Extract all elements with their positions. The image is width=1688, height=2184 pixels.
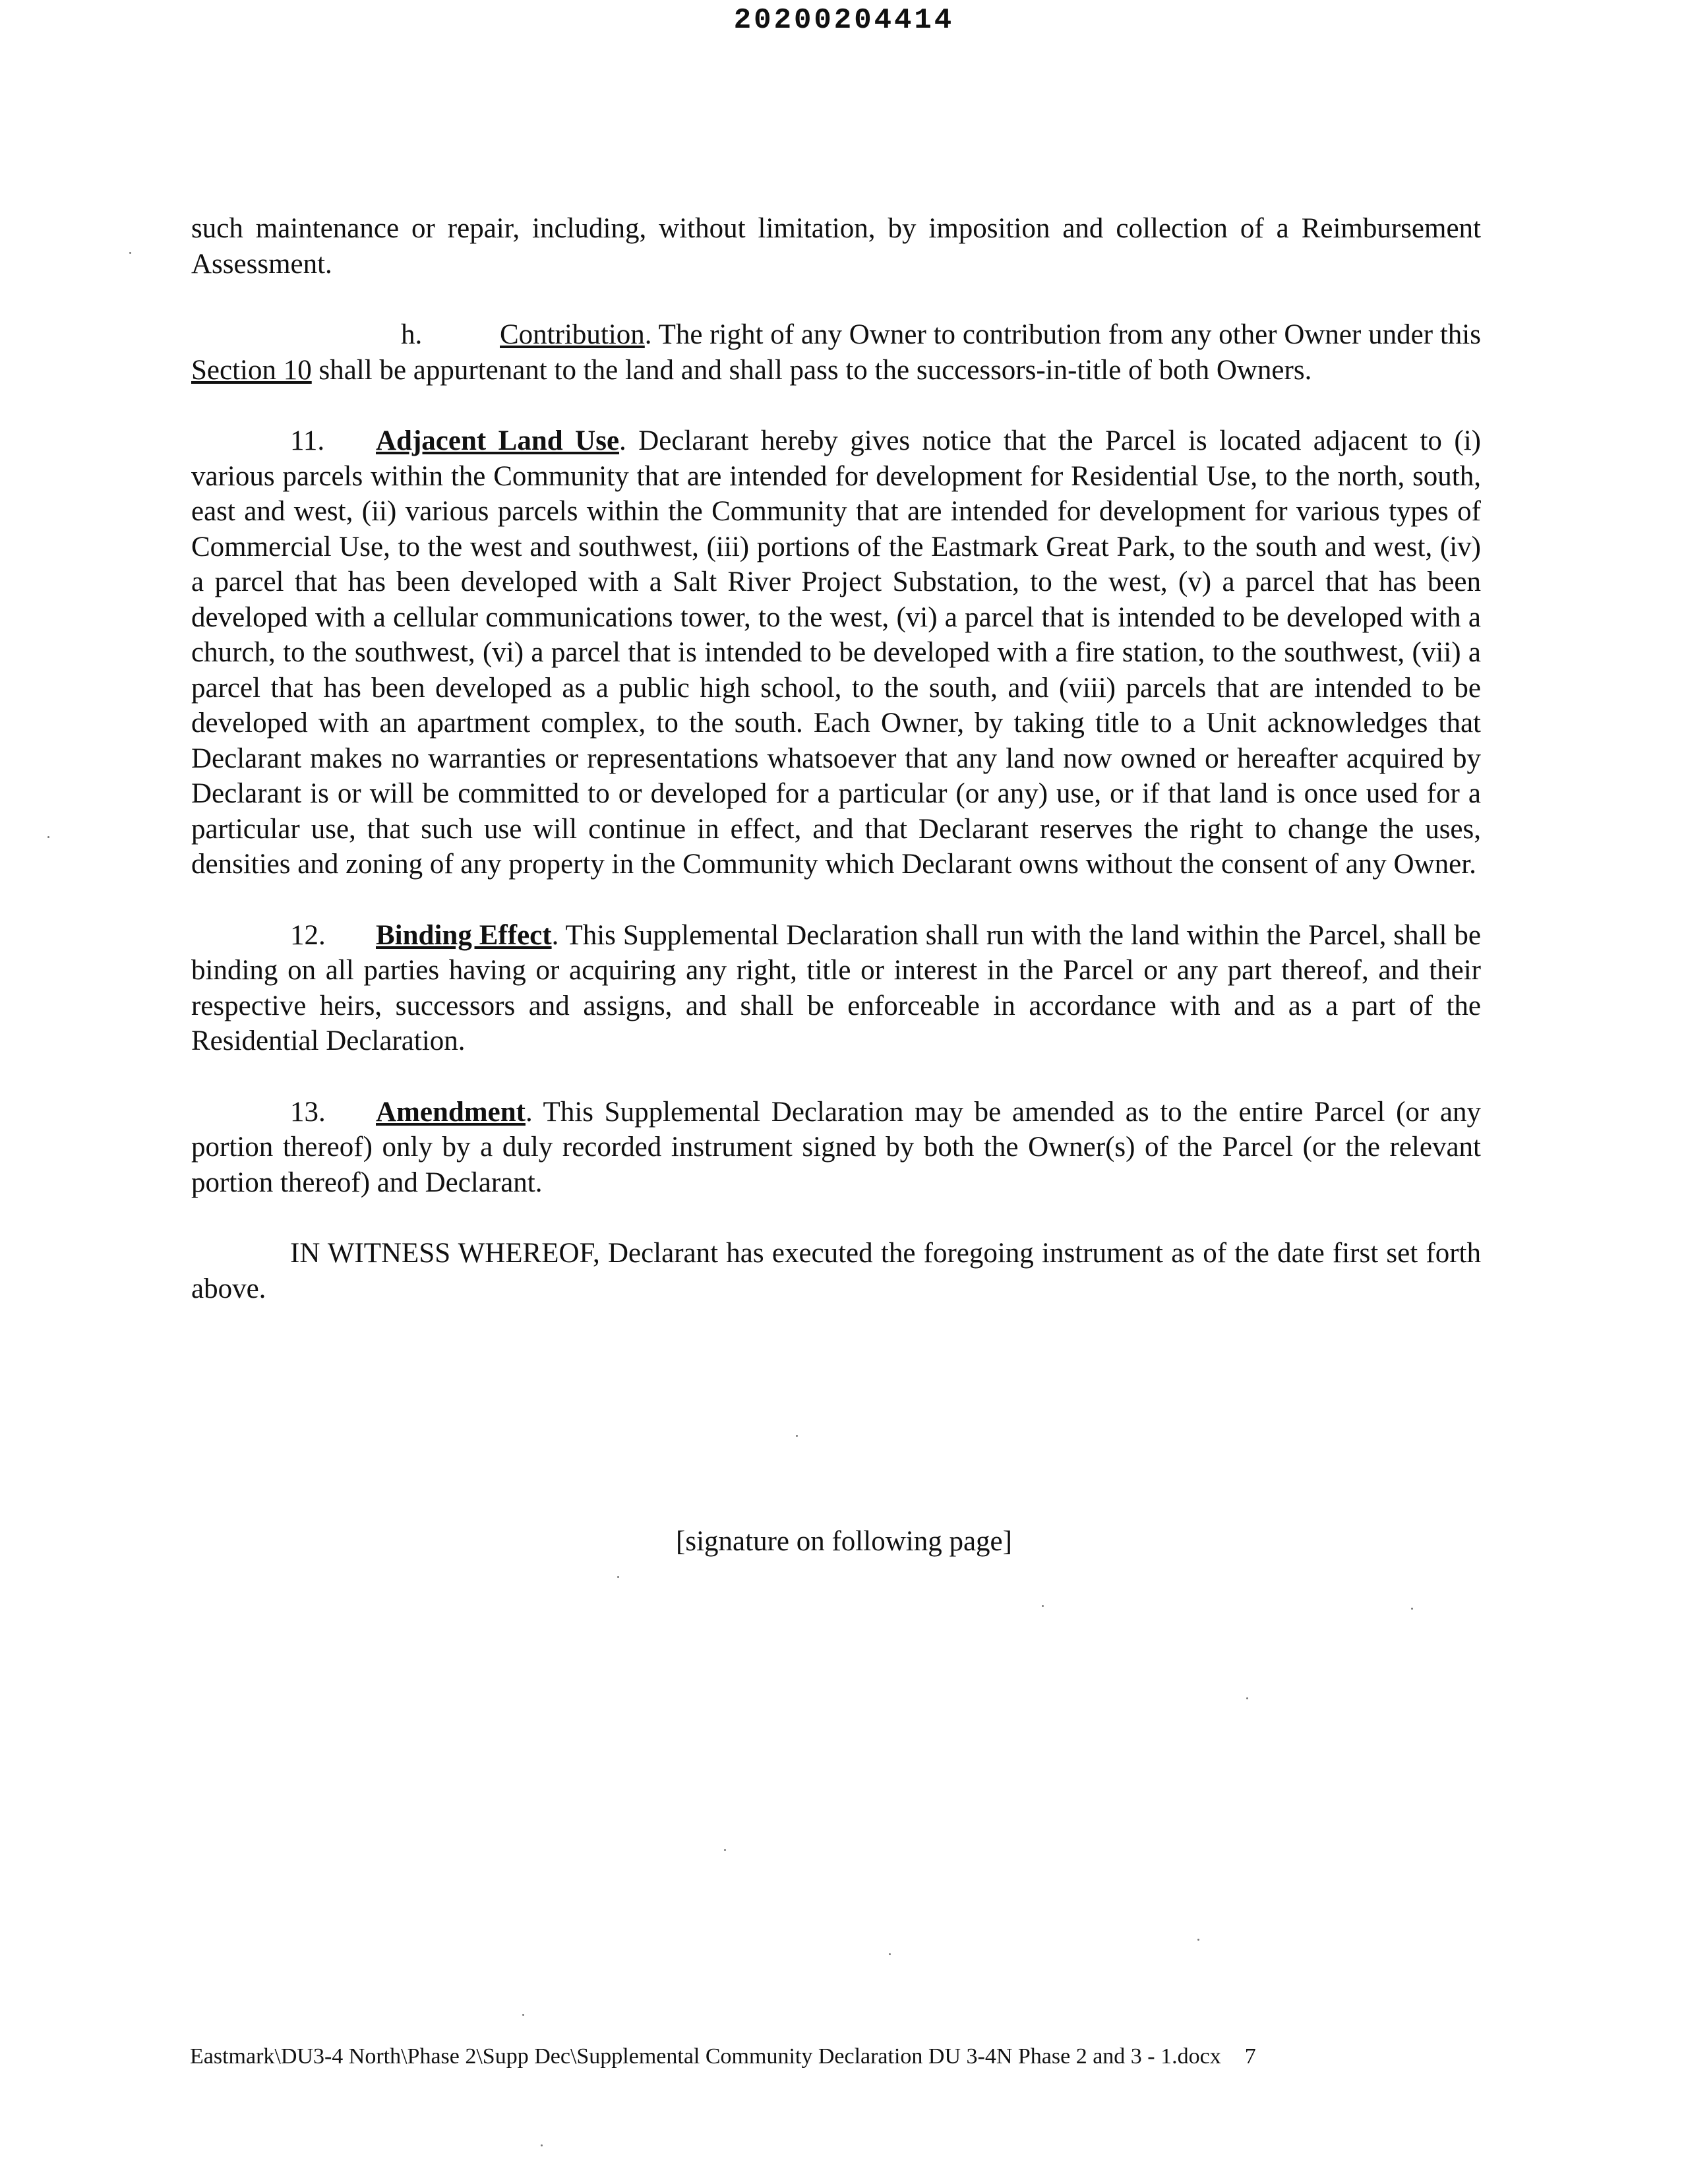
paragraph-g-continuation: such maintenance or repair, including, without limitation, by imposition and collection of a Reimbursement Assessment. <box>191 213 1481 280</box>
scan-speck <box>522 2014 524 2016</box>
scan-speck <box>47 836 49 838</box>
paragraph-text: shall be appurtenant to the land and shall pass to the successors-in-title of both Owners. <box>311 354 1312 386</box>
paragraph-text: . Declarant hereby gives notice that the Parcel is located adjacent to (i) various parcels within the Community that are intended for development for Residential Use, to the north, south, east and west, (ii) various parcels within the Community that are intended for development for various types of Commercial Use, to the west and southwest, (iii) portions of the Eastmark Great Park, to the south and west, (iv) a parcel that has been developed with a Salt River Project Substation, to the west, (v) a parcel that has been developed with a cellular communications tower, to the west, (vi) a parcel that is intended to be developed with a church, to the southwest, (vi) a parcel that is intended to be developed with a fire station, to the southwest, (vii) a parcel that has been developed as a public high school, to the south, and (viii) parcels that are intended to be developed with an apartment complex, to the south. Each Owner, by taking title to a Unit acknowledges that Declarant makes no warranties or representations whatsoever that any land now owned or hereafter acquired by Declarant is or will be committed to or developed for a particular (or any) use, or if that land is once used for a particular use, that such use will continue in effect, and that Declarant reserves the right to change the uses, densities and zoning of any property in the Community which Declarant owns without the consent of any Owner. <box>191 425 1481 880</box>
section-heading-amendment: Amendment <box>376 1096 526 1128</box>
paragraph-label: h. <box>401 319 423 350</box>
paragraph-11 <box>191 423 1481 882</box>
paragraph-13 <box>191 1095 1481 1201</box>
section-heading-binding-effect: Binding Effect <box>376 919 552 951</box>
paragraph-12 <box>191 918 1481 1059</box>
document-body <box>191 211 1481 1342</box>
paragraph-text: . This Supplemental Declaration may be amended as to the entire Parcel (or any portion thereof) only by a duly recorded instrument signed by both the Owner(s) of the Parcel (or the relevant portion thereof) and Declarant. <box>191 1096 1481 1198</box>
section-heading-adjacent-land-use: Adjacent Land Use <box>376 425 620 456</box>
scan-speck <box>1042 1605 1044 1607</box>
witness-clause: IN WITNESS WHEREOF, Declarant has executed the foregoing instrument as of the date first set forth above. <box>191 1238 1481 1304</box>
scan-speck <box>129 252 131 254</box>
paragraph-text: . The right of any Owner to contribution from any other Owner under this <box>644 319 1481 350</box>
section-heading-contribution: Contribution <box>500 319 645 350</box>
section-number: 11. <box>290 425 325 456</box>
scan-speck <box>1197 1939 1199 1941</box>
paragraph-text: . This Supplemental Declaration shall run with the land within the Parcel, shall be binding on all parties having or acquiring any right, title or interest in the Parcel or any part thereof, and their respective heirs, successors and assigns, and shall be enforceable in accordance with and as a part of the Residential Declaration. <box>191 919 1481 1056</box>
section-number: 12. <box>290 919 326 951</box>
page-number: 7 <box>1244 2044 1256 2069</box>
scan-speck <box>889 1953 891 1955</box>
scan-speck <box>724 1849 726 1851</box>
scan-speck <box>1246 1697 1248 1699</box>
signature-note: [signature on following page] <box>676 1526 1012 1557</box>
scan-speck <box>541 2144 543 2146</box>
section-number: 13. <box>290 1096 326 1128</box>
paragraph-h <box>191 317 1481 388</box>
recording-number: 20200204414 <box>733 4 955 37</box>
page-footer <box>190 2044 1256 2069</box>
footer-file-path: Eastmark\DU3-4 North\Phase 2\Supp Dec\Supplemental Community Declaration DU 3-4N Phase 2 and 3 - 1.docx <box>190 2044 1221 2069</box>
scan-speck <box>796 1435 798 1437</box>
scan-speck <box>1411 1608 1413 1610</box>
section-reference: Section 10 <box>191 354 312 386</box>
scan-speck <box>617 1576 619 1578</box>
